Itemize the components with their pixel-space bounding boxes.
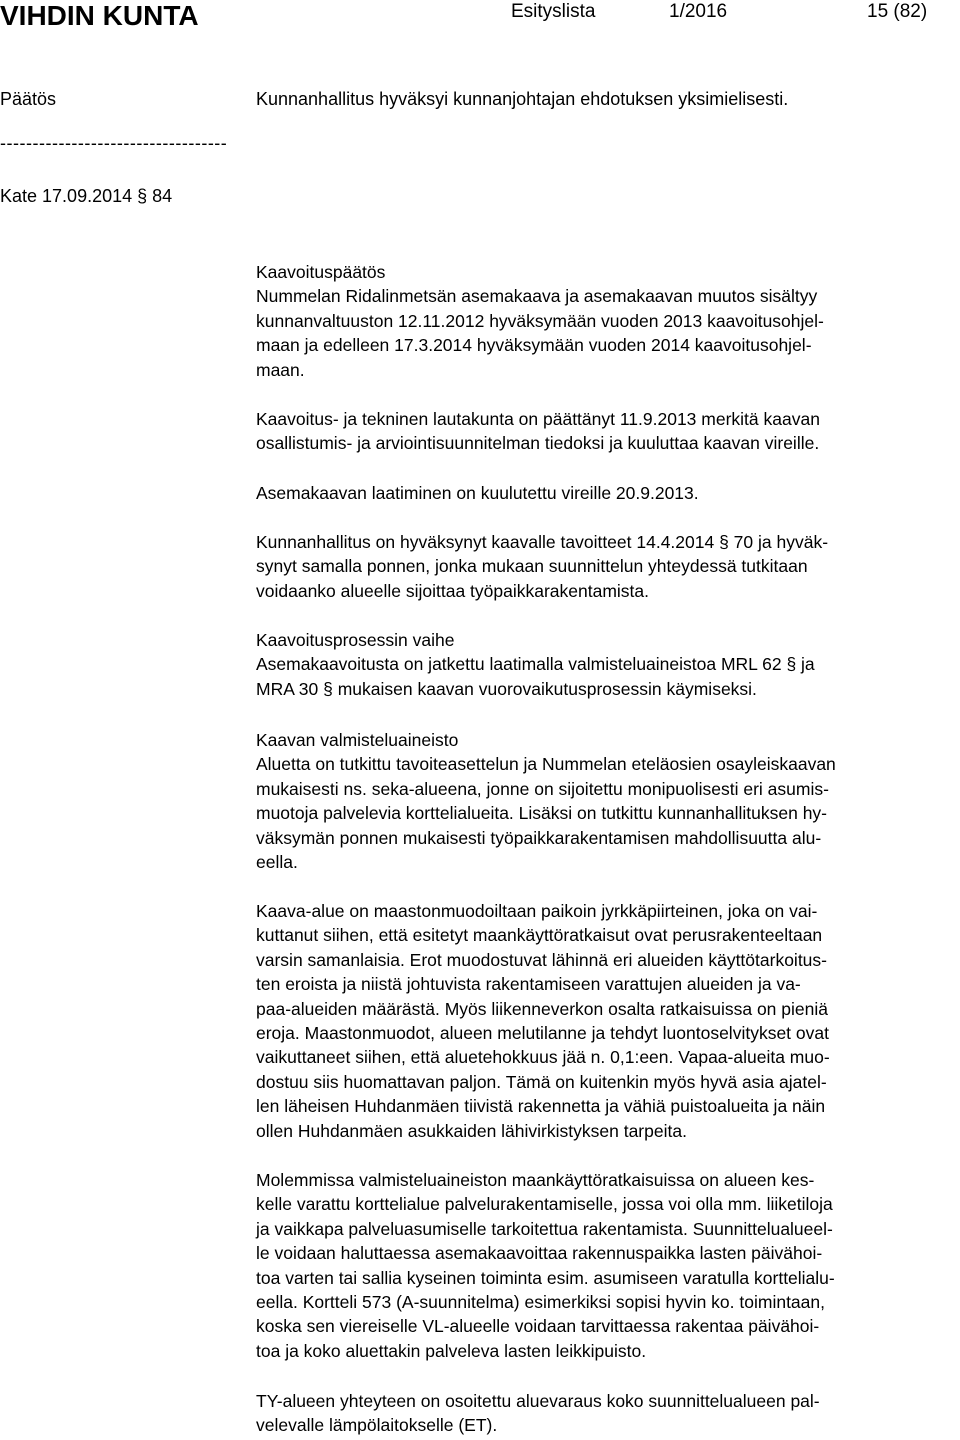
- text-line: väksymän ponnen mukaisesti työpaikkarakentamisen mahdollisuutta alu-: [256, 827, 822, 848]
- text-line: Kaavan valmisteluaineisto: [256, 730, 459, 750]
- text-line: dostuu siis huomattavan paljon. Tämä on kuitenkin myös hyvä asia ajatel-: [256, 1071, 827, 1092]
- text-line: Asemakaavoitusta on jatkettu laatimalla valmisteluaineistoa MRL 62 § ja: [256, 654, 815, 675]
- paragraph-valmisteluaineisto: [256, 728, 960, 874]
- text-line: Kaava-alue on maastonmuodoiltaan paikoin jyrkkäpiirteinen, joka on vai-: [256, 901, 818, 921]
- text-line: ollen Huhdanmäen asukkaiden lähivirkistyksen tarpeita.: [256, 1120, 687, 1141]
- paragraph-lampolaitos: [256, 1389, 960, 1438]
- text-line: MRA 30 § mukaisen kaavan vuorovaikutusprosessin käymiseksi.: [256, 678, 757, 699]
- text-line: Aluetta on tutkittu tavoiteasettelun ja Nummelan eteläosien osayleiskaavan: [256, 754, 836, 775]
- paragraph-palvelurakentaminen: [256, 1168, 960, 1363]
- text-line: paa-alueiden määrästä. Myös liikenneverkon osalta ratkaisuissa on pieniä: [256, 998, 828, 1019]
- text-line: synyt samalla ponnen, jonka mukaan suunnittelun yhteydessä tutkitaan: [256, 556, 808, 577]
- paragraph-maastonmuodot: [256, 899, 960, 1143]
- text-line: maan.: [256, 359, 305, 380]
- text-line: velevalle lämpölaitokselle (ET).: [256, 1415, 498, 1436]
- decision-text: Kunnanhallitus hyväksyi kunnanjohtajan ehdotuksen yksimielisesti.: [256, 89, 789, 109]
- text-line: le voidaan haluttaessa asemakaavoittaa rakennuspaikka lasten päivähoi-: [256, 1243, 823, 1264]
- text-line: varsin samanlaisia. Erot muodostuvat lähinnä eri alueiden käyttötarkoitus-: [256, 949, 827, 970]
- paragraph-lautakunta: [256, 407, 960, 456]
- text-line: TY-alueen yhteyteen on osoitettu aluevaraus koko suunnittelualueen pal-: [256, 1391, 820, 1411]
- text-line: Kaavoitus- ja tekninen lautakunta on päättänyt 11.9.2013 merkitä kaavan: [256, 409, 820, 429]
- text-line: toa ja koko aluettakin palveleva lasten leikkipuisto.: [256, 1340, 647, 1361]
- paragraph-tavoitteet: [256, 530, 960, 603]
- paragraph-kuulutus: [256, 481, 960, 505]
- text-line: toa varten tai sallia kyseinen toiminta esim. asumiseen varatulla korttelialu-: [256, 1267, 835, 1288]
- text-line: Nummelan Ridalinmetsän asemakaava ja asemakaavan muutos sisältyy: [256, 286, 818, 307]
- text-line: osallistumis- ja arviointisuunnitelman tiedoksi ja kuuluttaa kaavan vireille.: [256, 433, 820, 454]
- section-reference: Kate 17.09.2014 § 84: [0, 186, 173, 206]
- text-line: Molemmissa valmisteluaineiston maankäyttöratkaisuissa on alueen kes-: [256, 1170, 815, 1190]
- page-number: 15 (82): [867, 1, 928, 22]
- text-line: vaikuttaneet siihen, että aluetehokkuus jää n. 0,1:een. Vapaa-alueita muo-: [256, 1047, 830, 1068]
- text-line: Kaavoituspäätös: [256, 262, 386, 282]
- document-type: Esityslista: [511, 1, 596, 22]
- paragraph-kaavoituspaatos: [256, 260, 960, 382]
- organization-name: VIHDIN KUNTA: [0, 0, 199, 31]
- text-line: eella. Kortteli 573 (A-suunnitelma) esimerkiksi sopisi hyvin ko. toimintaan,: [256, 1292, 825, 1313]
- text-line: voidaanko alueelle sijoittaa työpaikkarakentamista.: [256, 580, 650, 601]
- text-line: len läheisen Huhdanmäen tiivistä rakennetta ja vähiä puistoalueita ja näin: [256, 1096, 826, 1117]
- text-line: muotoja palvelevia korttelialueita. Lisäksi on tutkittu kunnanhallituksen hy-: [256, 803, 828, 824]
- text-line: kuttanut siihen, että esitetyt maankäyttöratkaisut ovat perusrakenteeltaan: [256, 925, 823, 946]
- text-line: eella.: [256, 852, 298, 873]
- text-line: Kunnanhallitus on hyväksynyt kaavalle tavoitteet 14.4.2014 § 70 ja hyväk-: [256, 532, 829, 552]
- text-line: ja vaikkapa palveluasumiselle tarkoitettua rakentamista. Suunnittelualueel-: [256, 1218, 833, 1239]
- text-line: eroja. Maastonmuodot, alueen melutilanne ja tehdyt luontoselvitykset ovat: [256, 1023, 829, 1044]
- text-line: maan ja edelleen 17.3.2014 hyväksymään vuoden 2014 kaavoitusohjel-: [256, 335, 812, 356]
- paragraph-kaavoitusprosessi: [256, 628, 960, 701]
- text-line: ten eroista ja niistä johtuvista rakentamiseen varattujen alueiden ja va-: [256, 974, 801, 995]
- text-line: koska sen viereiselle VL-alueelle voidaan tarvittaessa rakentaa päivähoi-: [256, 1316, 820, 1337]
- text-line: kelle varattu korttelialue palvelurakentamiselle, jossa voi olla mm. liiketiloja: [256, 1194, 833, 1215]
- text-line: mukaisesti ns. seka-alueena, jonne on sijoitettu monipuolisesti eri asumis-: [256, 778, 829, 799]
- text-line: Kaavoitusprosessin vaihe: [256, 630, 455, 650]
- document-number: 1/2016: [669, 1, 728, 22]
- text-line: kunnanvaltuuston 12.11.2012 hyväksymään vuoden 2013 kaavoitusohjel-: [256, 310, 824, 331]
- decision-label: Päätös: [0, 89, 57, 109]
- separator-line: -----------------------------------: [0, 133, 228, 153]
- text-line: Asemakaavan laatiminen on kuulutettu vireille 20.9.2013.: [256, 483, 699, 503]
